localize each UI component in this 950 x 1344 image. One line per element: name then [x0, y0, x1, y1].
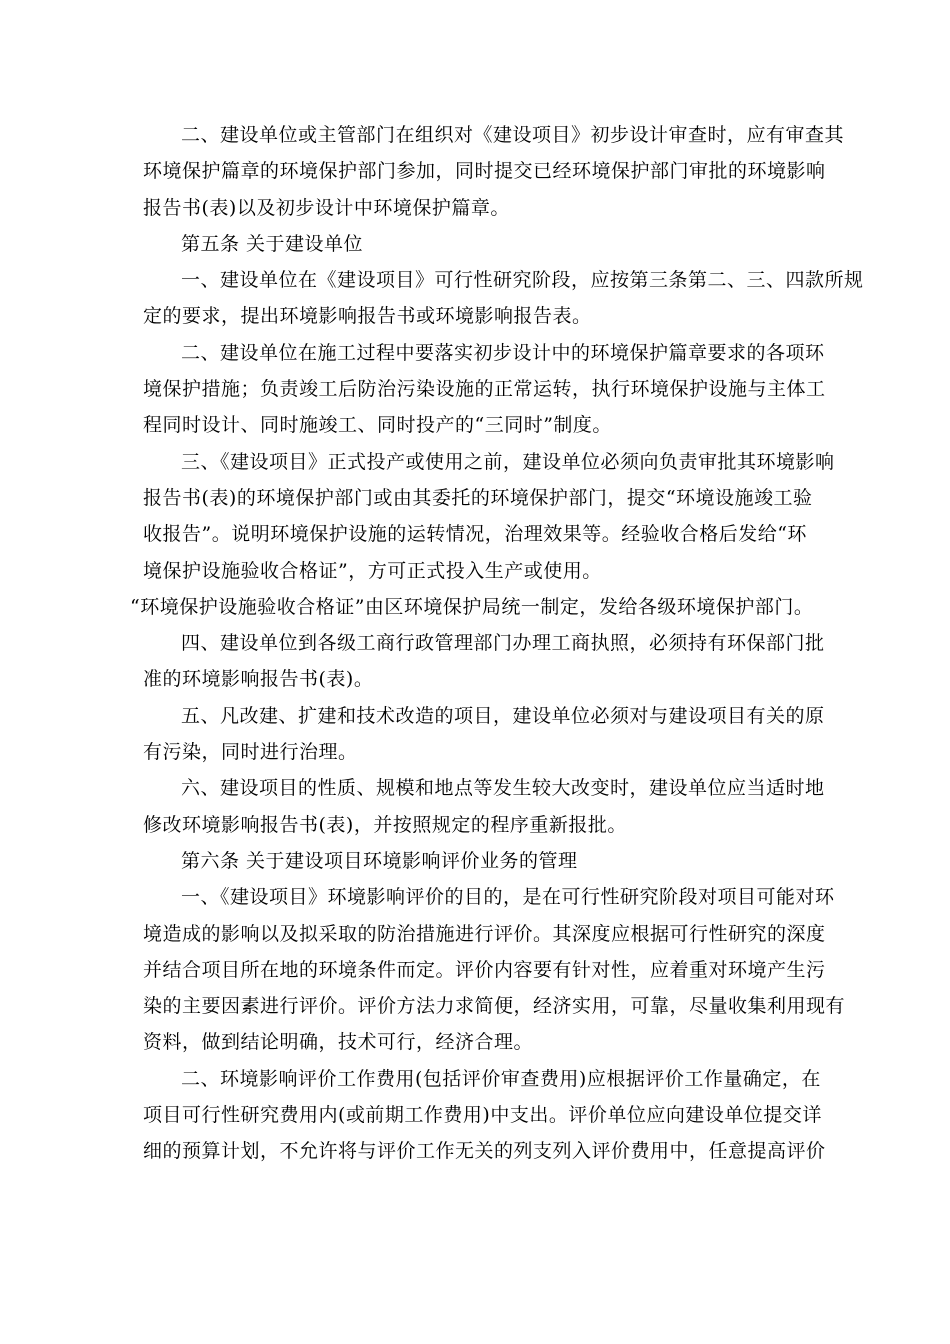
paragraph-line: 并结合项目所在地的环境条件而定。评价内容要有针对性，应着重对环境产生污: [143, 958, 826, 981]
paragraph-line: 定的要求，提出环境影响报告书或环境影响报告表。: [143, 305, 592, 328]
paragraph-line: 染的主要因素进行评价。评价方法力求简便，经济实用，可靠，尽量收集利用现有: [143, 995, 846, 1018]
paragraph-line: 一、建设单位在《建设项目》可行性研究阶段，应按第三条第二、三、四款所规: [181, 269, 864, 292]
paragraph-line: 二、建设单位或主管部门在组织对《建设项目》初步设计审查时，应有审查其: [181, 124, 845, 146]
article-heading-5: 第五条 关于建设单位: [181, 232, 364, 255]
paragraph-line: 五、凡改建、扩建和技术改造的项目，建设单位必须对与建设项目有关的原: [181, 704, 825, 727]
paragraph-line: 境保护设施验收合格证”，方可正式投入生产或使用。: [143, 559, 602, 582]
paragraph-line: 修改环境影响报告书(表)，并按照规定的程序重新报批。: [143, 813, 627, 836]
document-body: [130, 117, 864, 1170]
paragraph-line: 四、建设单位到各级工商行政管理部门办理工商执照，必须持有环保部门批: [181, 632, 825, 655]
paragraph-line: 六、建设项目的性质、规模和地点等发生较大改变时，建设单位应当适时地: [181, 777, 825, 800]
paragraph-line: 项目可行性研究费用内(或前期工作费用)中支出。评价单位应向建设单位提交详: [143, 1104, 822, 1127]
paragraph-line: 程同时设计、同时施竣工、同时投产的“三同时”制度。: [143, 414, 612, 437]
paragraph-line: 环境保护篇章的环境保护部门参加，同时提交已经环境保护部门审批的环境影响: [143, 160, 826, 183]
paragraph-line: 资料，做到结论明确，技术可行，经济合理。: [143, 1031, 534, 1054]
paragraph-line: 一、《建设项目》环境影响评价的目的，是在可行性研究阶段对项目可能对环: [181, 886, 835, 909]
paragraph-line: 境造成的影响以及拟采取的防治措施进行评价。其深度应根据可行性研究的深度: [143, 922, 826, 945]
paragraph-line: 细的预算计划，不允许将与评价工作无关的列支列入评价费用中，任意提高评价: [143, 1140, 826, 1163]
paragraph-line: 境保护措施；负责竣工后防治污染设施的正常运转，执行环境保护设施与主体工: [143, 378, 826, 401]
paragraph-line: “环境保护设施验收合格证”由区环境保护局统一制定，发给各级环境保护部门。: [130, 595, 814, 618]
paragraph-line: 报告书(表)以及初步设计中环境保护篇章。: [143, 196, 510, 219]
paragraph-line: 三、《建设项目》正式投产或使用之前，建设单位必须向负责审批其环境影响: [181, 450, 835, 473]
paragraph-line: 准的环境影响报告书(表)。: [143, 668, 374, 691]
article-heading-6: 第六条 关于建设项目环境影响评价业务的管理: [181, 849, 578, 872]
paragraph-line: 收报告”。说明环境保护设施的运转情况，治理效果等。经验收合格后发给“环: [143, 523, 807, 546]
paragraph-line: 报告书(表)的环境保护部门或由其委托的环境保护部门，提交“环境设施竣工验: [143, 486, 813, 509]
paragraph-line: 有污染，同时进行治理。: [143, 741, 358, 764]
paragraph-line: 二、环境影响评价工作费用(包括评价审查费用)应根据评价工作量确定，在: [181, 1067, 821, 1090]
paragraph-line: 二、建设单位在施工过程中要落实初步设计中的环境保护篇章要求的各项环: [181, 341, 825, 364]
